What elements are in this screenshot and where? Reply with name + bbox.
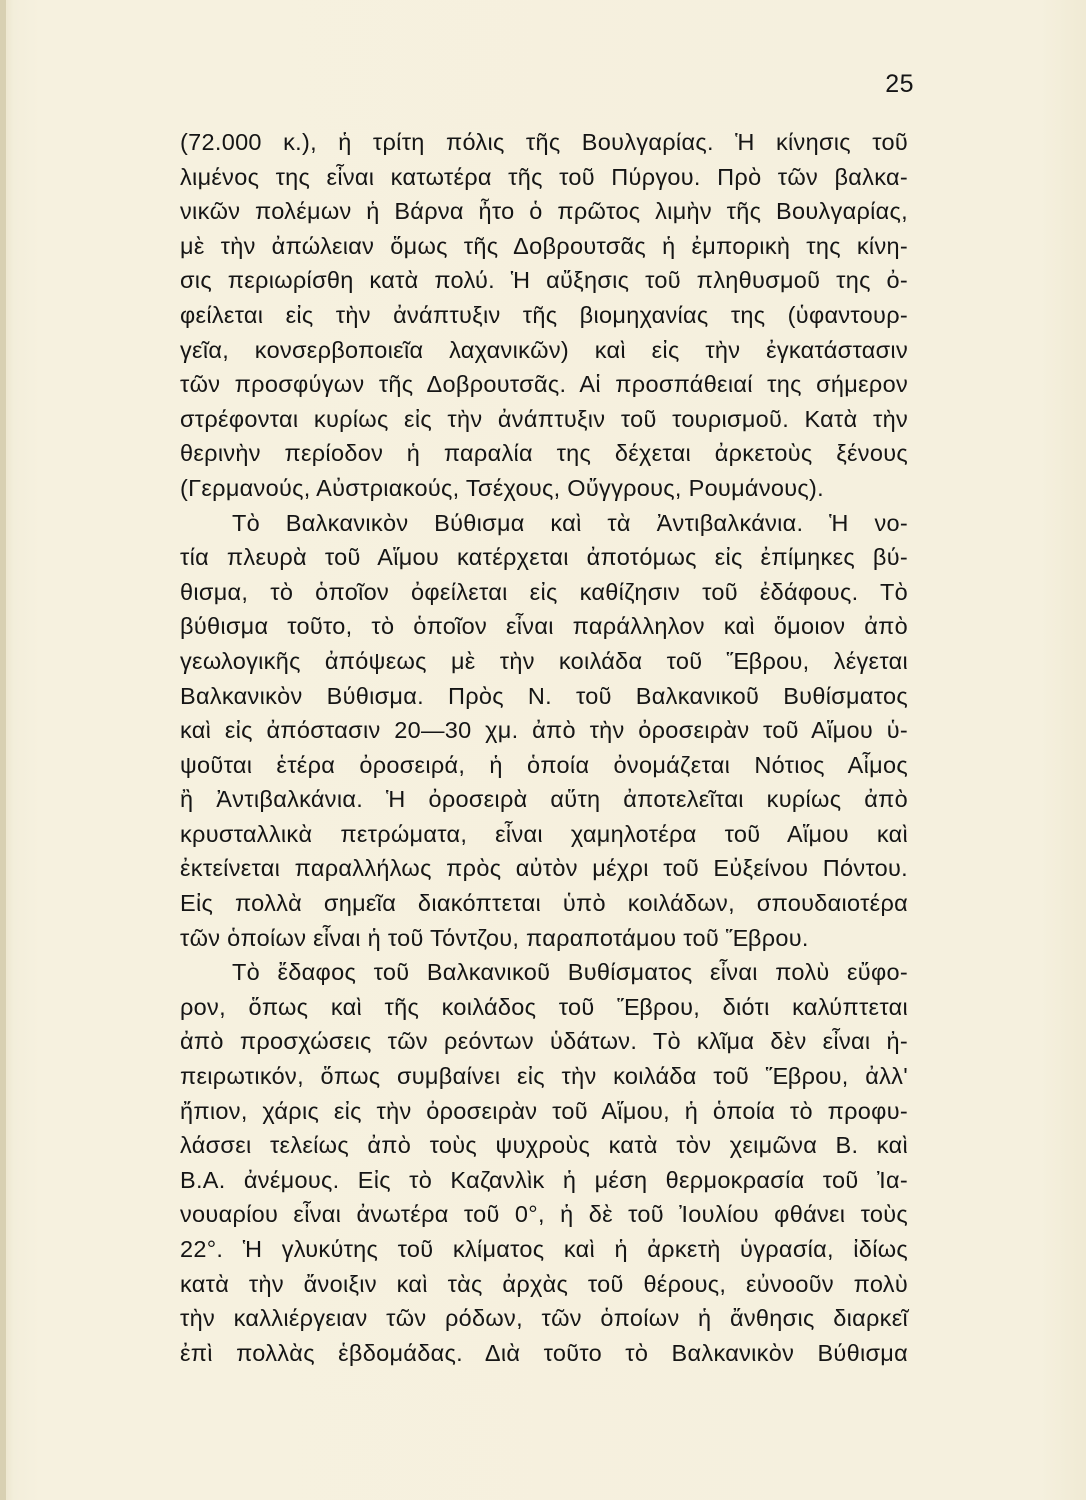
text-line: κατὰ τὴν ἄνοιξιν καὶ τὰς ἀρχὰς τοῦ θέρους, εὐνοοῦν πολὺ <box>180 1270 908 1297</box>
body-text <box>180 125 908 1370</box>
text-line: θισμα, τὸ ὁποῖον ὀφείλεται εἰς καθίζησιν τοῦ ἐδάφους. Τὸ <box>180 578 908 605</box>
text-line: 22°. Ἡ γλυκύτης τοῦ κλίματος καὶ ἡ ἀρκετὴ ὑγρασία, ἰδίως <box>180 1236 908 1262</box>
text-line: γεῖα, κονσερβοποιεῖα λαχανικῶν) καὶ εἰς τὴν ἐγκατάστασιν <box>180 336 908 363</box>
text-line: ἢ Ἀντιβαλκάνια. Ἡ ὀροσειρὰ αὕτη ἀποτελεῖται κυρίως ἀπὸ <box>180 786 908 813</box>
text-line: ἀπὸ προσχώσεις τῶν ρεόντων ὑδάτων. Τὸ κλῖμα δὲν εἶναι ἠ- <box>180 1028 908 1055</box>
text-line: (Γερμανούς, Αὐστριακούς, Τσέχους, Οὔγγρους, Ρουμάνους). <box>180 474 824 501</box>
text-line: νικῶν πολέμων ἡ Βάρνα ἦτο ὁ πρῶτος λιμὴν τῆς Βουλγαρίας, <box>180 198 908 225</box>
text-line: τῶν προσφύγων τῆς Δοβρουτσᾶς. Αἱ προσπάθειαί της σήμερον <box>180 371 908 398</box>
text-line: φείλεται εἰς τὴν ἀνάπτυξιν τῆς βιομηχανίας της (ὑφαντουρ- <box>180 301 908 328</box>
text-line: ἐπὶ πολλὰς ἑβδομάδας. Διὰ τοῦτο τὸ Βαλκανικὸν Βύθισμα <box>180 1339 908 1366</box>
section-heading-line: Τὸ Βαλκανικὸν Βύθισμα καὶ τὰ Ἀντιβαλκάνια. Ἡ νο- <box>232 509 908 536</box>
text-line: μὲ τὴν ἀπώλειαν ὅμως τῆς Δοβρουτσᾶς ἡ ἐμπορικὴ της κίνη- <box>180 232 908 259</box>
text-line: κρυσταλλικὰ πετρώματα, εἶναι χαμηλοτέρα τοῦ Αἵμου καὶ <box>180 820 908 847</box>
text-line: ἐκτείνεται παραλλήλως πρὸς αὐτὸν μέχρι τοῦ Εὐξείνου Πόντου. <box>180 855 908 882</box>
text-line: τία πλευρὰ τοῦ Αἵμου κατέρχεται ἀποτόμως εἰς ἐπίμηκες βύ- <box>180 544 908 571</box>
text-line: τὴν καλλιέργειαν τῶν ρόδων, τῶν ὁποίων ἡ ἄνθησις διαρκεῖ <box>180 1305 908 1332</box>
text-line: καὶ εἰς ἀπόστασιν 20—30 χμ. ἀπὸ τὴν ὀροσειρὰν τοῦ Αἵμου ὑ- <box>180 717 908 744</box>
text-line: στρέφονται κυρίως εἰς τὴν ἀνάπτυξιν τοῦ τουρισμοῦ. Κατὰ τὴν <box>180 405 908 432</box>
text-line: Εἰς πολλὰ σημεῖα διακόπτεται ὑπὸ κοιλάδων, σπουδαιοτέρα <box>180 890 908 917</box>
text-line: Τὸ ἔδαφος τοῦ Βαλκανικοῦ Βυθίσματος εἶναι πολὺ εὔφο- <box>232 959 908 986</box>
text-line: λάσσει τελείως ἀπὸ τοὺς ψυχροὺς κατὰ τὸν χειμῶνα Β. καὶ <box>180 1132 908 1159</box>
page-number: 25 <box>885 70 914 98</box>
text-line: ψοῦται ἑτέρα ὀροσειρά, ἡ ὁποία ὀνομάζεται Νότιος Αἶμος <box>180 751 908 778</box>
page-edge <box>0 0 6 1500</box>
text-line: βύθισμα τοῦτο, τὸ ὁποῖον εἶναι παράλληλον καὶ ὅμοιον ἀπὸ <box>180 613 908 640</box>
text-line: νουαρίου εἶναι ἀνωτέρα τοῦ 0°, ἡ δὲ τοῦ Ἰουλίου φθάνει τοὺς <box>180 1201 908 1228</box>
text-line: ρον, ὅπως καὶ τῆς κοιλάδος τοῦ Ἕβρου, διότι καλύπτεται <box>180 993 908 1020</box>
text-line: γεωλογικῆς ἀπόψεως μὲ τὴν κοιλάδα τοῦ Ἕβρου, λέγεται <box>180 647 908 674</box>
text-line: Β.Α. ἀνέμους. Εἰς τὸ Καζανλὶκ ἡ μέση θερμοκρασία τοῦ Ἰα- <box>180 1166 908 1193</box>
text-line: σις περιωρίσθη κατὰ πολύ. Ἡ αὔξησις τοῦ πληθυσμοῦ της ὀ- <box>180 267 908 294</box>
text-line: πειρωτικόν, ὅπως συμβαίνει εἰς τὴν κοιλάδα τοῦ Ἕβρου, ἀλλ' <box>180 1063 908 1090</box>
text-line: λιμένος της εἶναι κατωτέρα τῆς τοῦ Πύργου. Πρὸ τῶν βαλκα- <box>180 163 908 190</box>
text-line: ἤπιον, χάρις εἰς τὴν ὀροσειρὰν τοῦ Αἵμου, ἡ ὁποία τὸ προφυ- <box>180 1097 908 1124</box>
text-line: Βαλκανικὸν Βύθισμα. Πρὸς Ν. τοῦ Βαλκανικοῦ Βυθίσματος <box>180 682 908 709</box>
text-line: (72.000 κ.), ἡ τρίτη πόλις τῆς Βουλγαρίας. Ἡ κίνησις τοῦ <box>180 129 908 155</box>
text-line: τῶν ὁποίων εἶναι ἡ τοῦ Τόντζου, παραποτάμου τοῦ Ἕβρου. <box>180 924 809 951</box>
text-line: θερινὴν περίοδον ἡ παραλία της δέχεται ἀρκετοὺς ξένους <box>180 440 908 467</box>
